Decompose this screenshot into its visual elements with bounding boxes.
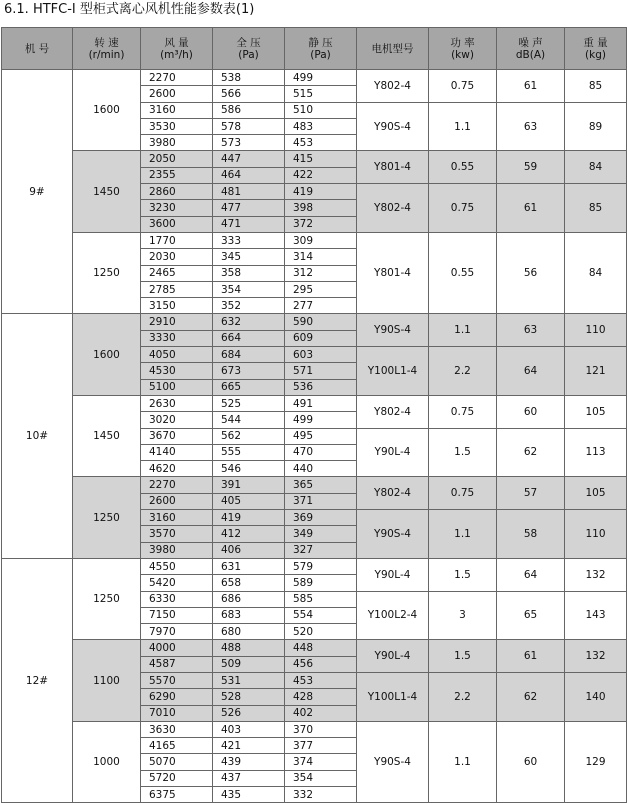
- noise-cell: 62: [497, 672, 565, 721]
- static-pressure-cell: 312: [285, 265, 357, 281]
- power-cell: 1.1: [429, 314, 497, 347]
- weight-cell: 143: [565, 591, 627, 640]
- speed-cell: 1250: [73, 558, 141, 639]
- motor-cell: Y801-4: [357, 151, 429, 184]
- weight-cell: 105: [565, 477, 627, 510]
- static-pressure-cell: 603: [285, 347, 357, 363]
- airflow-cell: 2270: [141, 70, 213, 86]
- total-pressure-cell: 664: [213, 330, 285, 346]
- static-pressure-cell: 332: [285, 787, 357, 803]
- total-pressure-cell: 447: [213, 151, 285, 167]
- airflow-cell: 2600: [141, 86, 213, 102]
- airflow-cell: 3980: [141, 135, 213, 151]
- motor-cell: Y90S-4: [357, 510, 429, 559]
- total-pressure-cell: 555: [213, 444, 285, 460]
- static-pressure-cell: 365: [285, 477, 357, 493]
- speed-cell: 1450: [73, 151, 141, 232]
- airflow-cell: 5420: [141, 575, 213, 591]
- speed-cell: 1600: [73, 314, 141, 395]
- motor-cell: Y100L1-4: [357, 672, 429, 721]
- weight-cell: 121: [565, 347, 627, 396]
- airflow-cell: 6290: [141, 689, 213, 705]
- airflow-cell: 3530: [141, 118, 213, 134]
- airflow-cell: 1770: [141, 232, 213, 248]
- page-title: 6.1. HTFC-Ⅰ 型柜式离心风机性能参数表(1): [4, 2, 255, 17]
- motor-cell: Y90S-4: [357, 721, 429, 802]
- table-row: [2, 395, 627, 411]
- table-body: [2, 70, 627, 803]
- weight-cell: 110: [565, 314, 627, 347]
- static-pressure-cell: 520: [285, 624, 357, 640]
- static-pressure-cell: 609: [285, 330, 357, 346]
- total-pressure-cell: 578: [213, 118, 285, 134]
- total-pressure-cell: 528: [213, 689, 285, 705]
- airflow-cell: 2050: [141, 151, 213, 167]
- static-pressure-cell: 491: [285, 395, 357, 411]
- header-static-pressure: 静 压 (Pa): [285, 28, 357, 70]
- total-pressure-cell: 509: [213, 656, 285, 672]
- power-cell: 0.75: [429, 395, 497, 428]
- airflow-cell: 2465: [141, 265, 213, 281]
- total-pressure-cell: 683: [213, 607, 285, 623]
- airflow-cell: 5100: [141, 379, 213, 395]
- noise-cell: 64: [497, 347, 565, 396]
- noise-cell: 62: [497, 428, 565, 477]
- static-pressure-cell: 448: [285, 640, 357, 656]
- noise-cell: 58: [497, 510, 565, 559]
- airflow-cell: 2030: [141, 249, 213, 265]
- header-power: 功 率 (kw): [429, 28, 497, 70]
- static-pressure-cell: 470: [285, 444, 357, 460]
- power-cell: 1.1: [429, 102, 497, 151]
- weight-cell: 140: [565, 672, 627, 721]
- total-pressure-cell: 391: [213, 477, 285, 493]
- airflow-cell: 2860: [141, 184, 213, 200]
- header-weight: 重 量 (kg): [565, 28, 627, 70]
- airflow-cell: 2785: [141, 281, 213, 297]
- total-pressure-cell: 566: [213, 86, 285, 102]
- total-pressure-cell: 544: [213, 412, 285, 428]
- weight-cell: 113: [565, 428, 627, 477]
- noise-cell: 63: [497, 102, 565, 151]
- total-pressure-cell: 412: [213, 526, 285, 542]
- static-pressure-cell: 422: [285, 167, 357, 183]
- total-pressure-cell: 471: [213, 216, 285, 232]
- power-cell: 3: [429, 591, 497, 640]
- total-pressure-cell: 354: [213, 281, 285, 297]
- static-pressure-cell: 327: [285, 542, 357, 558]
- power-cell: 1.5: [429, 428, 497, 477]
- airflow-cell: 3230: [141, 200, 213, 216]
- noise-cell: 59: [497, 151, 565, 184]
- static-pressure-cell: 554: [285, 607, 357, 623]
- header-airflow: 风 量 (m³/h): [141, 28, 213, 70]
- total-pressure-cell: 439: [213, 754, 285, 770]
- airflow-cell: 5070: [141, 754, 213, 770]
- weight-cell: 89: [565, 102, 627, 151]
- header-model: 机 号: [2, 28, 73, 70]
- static-pressure-cell: 428: [285, 689, 357, 705]
- model-cell: 9#: [2, 70, 73, 314]
- power-cell: 0.75: [429, 477, 497, 510]
- header-speed: 转 速 (r/min): [73, 28, 141, 70]
- header-row: [2, 28, 627, 70]
- header-total-pressure: 全 压 (Pa): [213, 28, 285, 70]
- static-pressure-cell: 536: [285, 379, 357, 395]
- motor-cell: Y802-4: [357, 477, 429, 510]
- total-pressure-cell: 464: [213, 167, 285, 183]
- power-cell: 0.75: [429, 70, 497, 103]
- airflow-cell: 3160: [141, 102, 213, 118]
- table-row: [2, 70, 627, 86]
- static-pressure-cell: 483: [285, 118, 357, 134]
- weight-cell: 129: [565, 721, 627, 802]
- total-pressure-cell: 406: [213, 542, 285, 558]
- airflow-cell: 3330: [141, 330, 213, 346]
- airflow-cell: 4140: [141, 444, 213, 460]
- noise-cell: 61: [497, 184, 565, 233]
- motor-cell: Y802-4: [357, 70, 429, 103]
- airflow-cell: 2910: [141, 314, 213, 330]
- speed-cell: 1450: [73, 395, 141, 476]
- total-pressure-cell: 658: [213, 575, 285, 591]
- airflow-cell: 7010: [141, 705, 213, 721]
- speed-cell: 1250: [73, 232, 141, 313]
- motor-cell: Y90L-4: [357, 558, 429, 591]
- noise-cell: 60: [497, 395, 565, 428]
- motor-cell: Y100L1-4: [357, 347, 429, 396]
- total-pressure-cell: 403: [213, 721, 285, 737]
- static-pressure-cell: 295: [285, 281, 357, 297]
- motor-cell: Y90S-4: [357, 102, 429, 151]
- total-pressure-cell: 684: [213, 347, 285, 363]
- static-pressure-cell: 371: [285, 493, 357, 509]
- airflow-cell: 4530: [141, 363, 213, 379]
- static-pressure-cell: 589: [285, 575, 357, 591]
- total-pressure-cell: 437: [213, 770, 285, 786]
- motor-cell: Y100L2-4: [357, 591, 429, 640]
- static-pressure-cell: 370: [285, 721, 357, 737]
- table-row: [2, 721, 627, 737]
- total-pressure-cell: 488: [213, 640, 285, 656]
- static-pressure-cell: 453: [285, 672, 357, 688]
- static-pressure-cell: 377: [285, 738, 357, 754]
- header-noise: 噪 声 dB(A): [497, 28, 565, 70]
- table-row: [2, 232, 627, 248]
- static-pressure-cell: 510: [285, 102, 357, 118]
- total-pressure-cell: 538: [213, 70, 285, 86]
- static-pressure-cell: 349: [285, 526, 357, 542]
- speed-cell: 1100: [73, 640, 141, 721]
- total-pressure-cell: 673: [213, 363, 285, 379]
- power-cell: 1.5: [429, 640, 497, 673]
- static-pressure-cell: 440: [285, 461, 357, 477]
- motor-cell: Y90L-4: [357, 640, 429, 673]
- airflow-cell: 7150: [141, 607, 213, 623]
- motor-cell: Y90S-4: [357, 314, 429, 347]
- table-row: [2, 640, 627, 656]
- total-pressure-cell: 525: [213, 395, 285, 411]
- speed-cell: 1600: [73, 70, 141, 151]
- weight-cell: 84: [565, 151, 627, 184]
- noise-cell: 60: [497, 721, 565, 802]
- airflow-cell: 2270: [141, 477, 213, 493]
- power-cell: 1.1: [429, 510, 497, 559]
- airflow-cell: 3600: [141, 216, 213, 232]
- total-pressure-cell: 586: [213, 102, 285, 118]
- airflow-cell: 7970: [141, 624, 213, 640]
- weight-cell: 85: [565, 70, 627, 103]
- static-pressure-cell: 374: [285, 754, 357, 770]
- total-pressure-cell: 477: [213, 200, 285, 216]
- weight-cell: 84: [565, 232, 627, 313]
- airflow-cell: 4550: [141, 558, 213, 574]
- power-cell: 0.55: [429, 232, 497, 313]
- static-pressure-cell: 585: [285, 591, 357, 607]
- static-pressure-cell: 453: [285, 135, 357, 151]
- static-pressure-cell: 372: [285, 216, 357, 232]
- model-cell: 12#: [2, 558, 73, 802]
- static-pressure-cell: 571: [285, 363, 357, 379]
- total-pressure-cell: 352: [213, 298, 285, 314]
- static-pressure-cell: 398: [285, 200, 357, 216]
- airflow-cell: 6330: [141, 591, 213, 607]
- motor-cell: Y90L-4: [357, 428, 429, 477]
- table-row: [2, 314, 627, 330]
- total-pressure-cell: 435: [213, 787, 285, 803]
- power-cell: 1.5: [429, 558, 497, 591]
- table-row: [2, 151, 627, 167]
- power-cell: 2.2: [429, 672, 497, 721]
- total-pressure-cell: 419: [213, 510, 285, 526]
- model-cell: 10#: [2, 314, 73, 558]
- static-pressure-cell: 456: [285, 656, 357, 672]
- static-pressure-cell: 499: [285, 412, 357, 428]
- table-row: [2, 477, 627, 493]
- static-pressure-cell: 309: [285, 232, 357, 248]
- airflow-cell: 4050: [141, 347, 213, 363]
- total-pressure-cell: 405: [213, 493, 285, 509]
- power-cell: 0.55: [429, 151, 497, 184]
- airflow-cell: 3670: [141, 428, 213, 444]
- airflow-cell: 4165: [141, 738, 213, 754]
- total-pressure-cell: 531: [213, 672, 285, 688]
- speed-cell: 1000: [73, 721, 141, 802]
- total-pressure-cell: 562: [213, 428, 285, 444]
- total-pressure-cell: 546: [213, 461, 285, 477]
- airflow-cell: 5570: [141, 672, 213, 688]
- noise-cell: 65: [497, 591, 565, 640]
- airflow-cell: 4000: [141, 640, 213, 656]
- motor-cell: Y801-4: [357, 232, 429, 313]
- motor-cell: Y802-4: [357, 395, 429, 428]
- speed-cell: 1250: [73, 477, 141, 558]
- motor-cell: Y802-4: [357, 184, 429, 233]
- noise-cell: 57: [497, 477, 565, 510]
- weight-cell: 132: [565, 558, 627, 591]
- weight-cell: 132: [565, 640, 627, 673]
- noise-cell: 56: [497, 232, 565, 313]
- total-pressure-cell: 481: [213, 184, 285, 200]
- airflow-cell: 3980: [141, 542, 213, 558]
- static-pressure-cell: 515: [285, 86, 357, 102]
- static-pressure-cell: 590: [285, 314, 357, 330]
- power-cell: 2.2: [429, 347, 497, 396]
- airflow-cell: 2355: [141, 167, 213, 183]
- airflow-cell: 3630: [141, 721, 213, 737]
- static-pressure-cell: 369: [285, 510, 357, 526]
- static-pressure-cell: 499: [285, 70, 357, 86]
- static-pressure-cell: 277: [285, 298, 357, 314]
- header-motor: 电机型号: [357, 28, 429, 70]
- airflow-cell: 5720: [141, 770, 213, 786]
- static-pressure-cell: 402: [285, 705, 357, 721]
- total-pressure-cell: 345: [213, 249, 285, 265]
- airflow-cell: 3020: [141, 412, 213, 428]
- power-cell: 1.1: [429, 721, 497, 802]
- static-pressure-cell: 579: [285, 558, 357, 574]
- noise-cell: 61: [497, 640, 565, 673]
- airflow-cell: 3570: [141, 526, 213, 542]
- table-row: [2, 558, 627, 574]
- total-pressure-cell: 686: [213, 591, 285, 607]
- total-pressure-cell: 632: [213, 314, 285, 330]
- static-pressure-cell: 314: [285, 249, 357, 265]
- weight-cell: 105: [565, 395, 627, 428]
- total-pressure-cell: 358: [213, 265, 285, 281]
- total-pressure-cell: 631: [213, 558, 285, 574]
- weight-cell: 85: [565, 184, 627, 233]
- static-pressure-cell: 495: [285, 428, 357, 444]
- total-pressure-cell: 665: [213, 379, 285, 395]
- airflow-cell: 3150: [141, 298, 213, 314]
- static-pressure-cell: 419: [285, 184, 357, 200]
- airflow-cell: 6375: [141, 787, 213, 803]
- total-pressure-cell: 526: [213, 705, 285, 721]
- power-cell: 0.75: [429, 184, 497, 233]
- noise-cell: 64: [497, 558, 565, 591]
- airflow-cell: 4587: [141, 656, 213, 672]
- total-pressure-cell: 333: [213, 232, 285, 248]
- performance-table: [1, 27, 627, 803]
- static-pressure-cell: 354: [285, 770, 357, 786]
- total-pressure-cell: 421: [213, 738, 285, 754]
- total-pressure-cell: 680: [213, 624, 285, 640]
- airflow-cell: 4620: [141, 461, 213, 477]
- noise-cell: 61: [497, 70, 565, 103]
- static-pressure-cell: 415: [285, 151, 357, 167]
- weight-cell: 110: [565, 510, 627, 559]
- airflow-cell: 2630: [141, 395, 213, 411]
- airflow-cell: 3160: [141, 510, 213, 526]
- noise-cell: 63: [497, 314, 565, 347]
- total-pressure-cell: 573: [213, 135, 285, 151]
- airflow-cell: 2600: [141, 493, 213, 509]
